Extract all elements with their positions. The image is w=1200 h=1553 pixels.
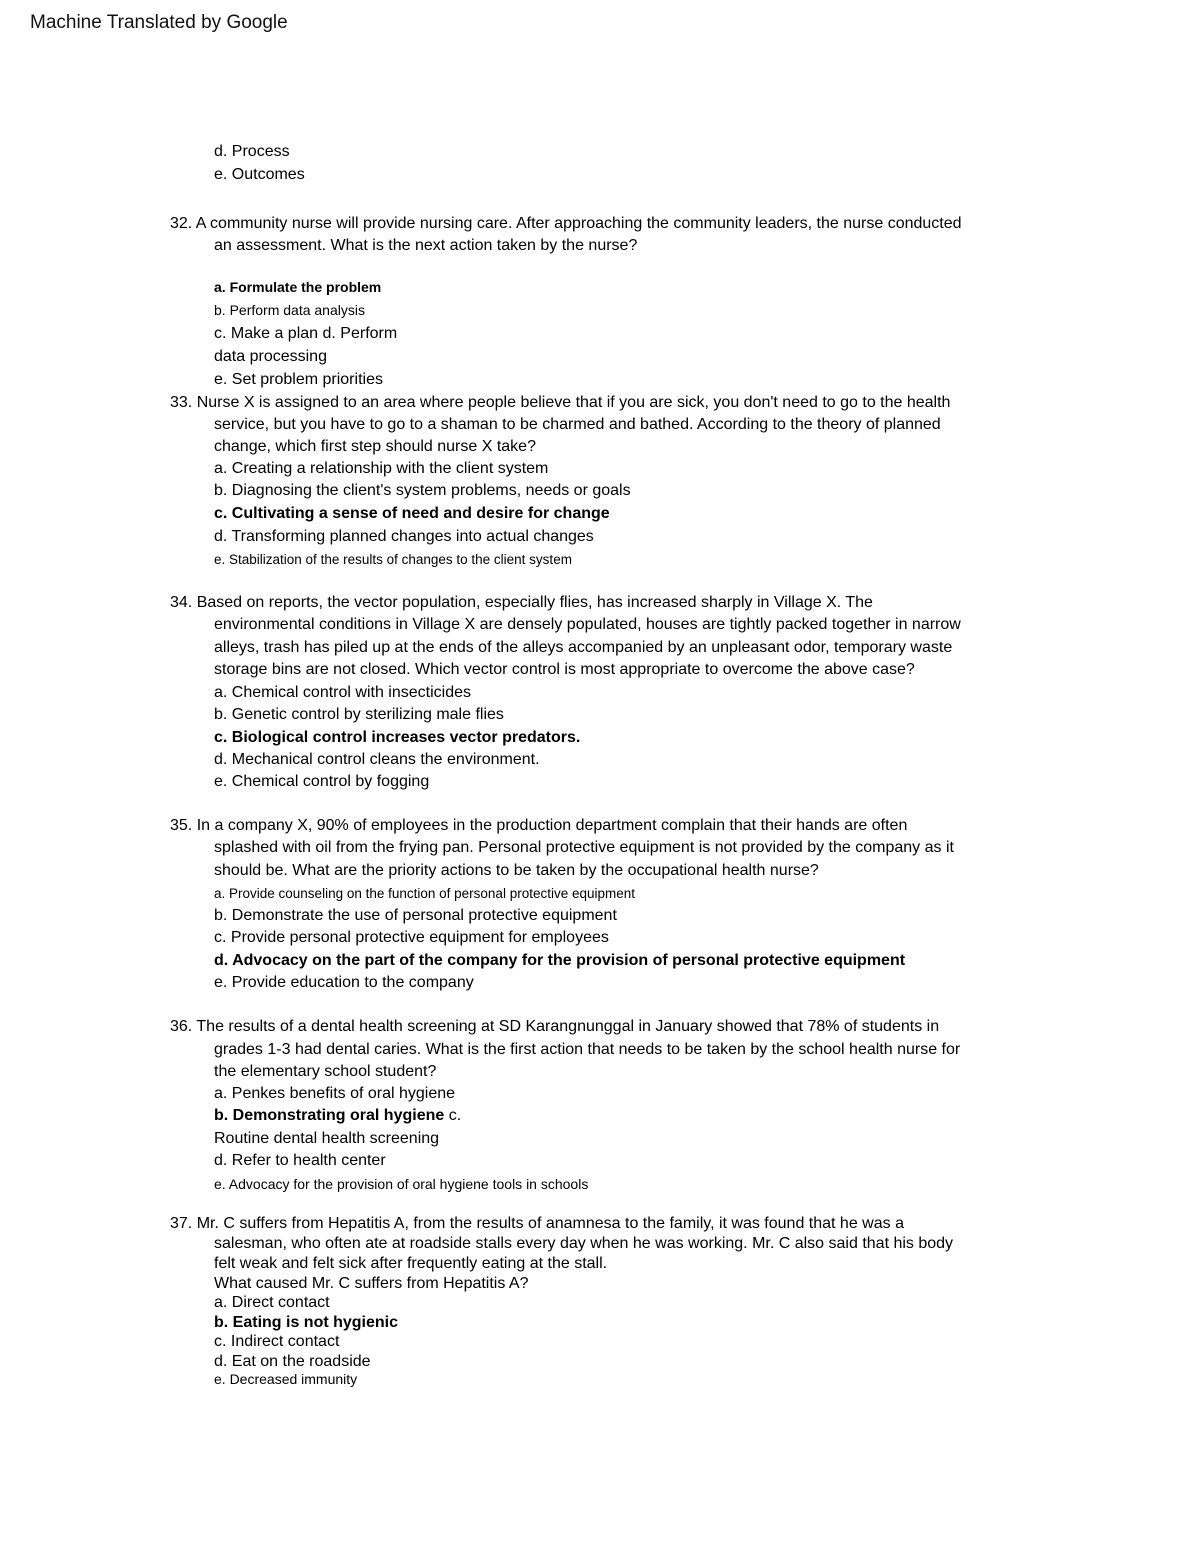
option-d: d. Transforming planned changes into actual changes [214, 528, 594, 545]
option-d: d. Mechanical control cleans the environment. [214, 751, 540, 768]
option-a: a. Penkes benefits of oral hygiene [214, 1085, 456, 1102]
option-b-c [214, 1106, 461, 1126]
option-d: d. Process [214, 143, 290, 160]
question-stem: salesman, who often ate at roadside stalls every day when he was working. Mr. C also said that his body [214, 1235, 954, 1252]
question-stem: service, but you have to go to a shaman to be charmed and bathed. According to the theory of planned [214, 416, 941, 433]
question-stem: storage bins are not closed. Which vector control is most appropriate to overcome the above case? [214, 661, 915, 678]
option-e: e. Advocacy for the provision of oral hygiene tools in schools [214, 1176, 589, 1192]
answer-option-b: b. Demonstrating oral hygiene [214, 1107, 445, 1124]
question-stem: environmental conditions in Village X are densely populated, houses are tightly packed together in narrow [214, 616, 961, 633]
option-b: b. Perform data analysis [214, 302, 365, 318]
question-stem: splashed with oil from the frying pan. Personal protective equipment is not provided by the company as it [214, 839, 954, 856]
option-e: e. Set problem priorities [214, 371, 383, 388]
option-e: e. Outcomes [214, 166, 305, 183]
question-stem: 33. Nurse X is assigned to an area where people believe that if you are sick, you don't need to go to the health [170, 394, 951, 411]
option-c-continued: Routine dental health screening [214, 1130, 440, 1147]
option-b: b. Genetic control by sterilizing male flies [214, 706, 504, 723]
option-c-d: c. Make a plan d. Perform [214, 325, 398, 342]
question-stem: 35. In a company X, 90% of employees in the production department complain that their hands are often [170, 817, 908, 834]
option-b: b. Diagnosing the client's system problems, needs or goals [214, 482, 631, 499]
option-b: b. Demonstrate the use of personal protective equipment [214, 907, 617, 924]
option-a: a. Chemical control with insecticides [214, 684, 471, 701]
answer-option-b: b. Eating is not hygienic [214, 1314, 399, 1331]
question-stem: 37. Mr. C suffers from Hepatitis A, from the results of anamnesa to the family, it was found that he was a [170, 1215, 904, 1232]
option-e: e. Decreased immunity [214, 1371, 358, 1387]
option-a: a. Provide counseling on the function of personal protective equipment [214, 886, 636, 901]
option-d-continued: data processing [214, 348, 327, 365]
question-stem: the elementary school student? [214, 1063, 437, 1080]
option-c-label: c. [444, 1107, 462, 1124]
option-d: d. Eat on the roadside [214, 1353, 371, 1370]
option-e: e. Stabilization of the results of changes to the client system [214, 552, 572, 567]
question-stem: 32. A community nurse will provide nursing care. After approaching the community leaders, the nurse conducted [170, 215, 962, 232]
question-stem: What caused Mr. C suffers from Hepatitis A? [214, 1275, 529, 1292]
answer-option-c: c. Biological control increases vector predators. [214, 729, 581, 746]
answer-option-c: c. Cultivating a sense of need and desire for change [214, 505, 610, 522]
option-d: d. Refer to health center [214, 1152, 386, 1169]
answer-option-d: d. Advocacy on the part of the company for the provision of personal protective equipment [214, 952, 906, 969]
answer-option-a: a. Formulate the problem [214, 279, 382, 295]
option-a: a. Direct contact [214, 1294, 330, 1311]
question-stem: alleys, trash has piled up at the ends of the alleys accompanied by an unpleasant odor, temporary waste [214, 639, 953, 656]
question-stem: 34. Based on reports, the vector population, especially flies, has increased sharply in Village X. The [170, 594, 873, 611]
question-stem: should be. What are the priority actions to be taken by the occupational health nurse? [214, 862, 819, 879]
option-c: c. Provide personal protective equipment for employees [214, 929, 609, 946]
question-stem: felt weak and felt sick after frequently eating at the stall. [214, 1255, 608, 1272]
question-stem: grades 1-3 had dental caries. What is the first action that needs to be taken by the school health nurse for [214, 1041, 961, 1058]
option-e: e. Chemical control by fogging [214, 773, 430, 790]
option-a: a. Creating a relationship with the client system [214, 460, 549, 477]
option-e: e. Provide education to the company [214, 974, 474, 991]
option-c: c. Indirect contact [214, 1333, 340, 1350]
question-stem: change, which first step should nurse X take? [214, 438, 536, 455]
question-stem: 36. The results of a dental health screening at SD Karangnunggal in January showed that 78% of students in [170, 1018, 940, 1035]
question-stem: an assessment. What is the next action taken by the nurse? [214, 237, 638, 254]
machine-translation-banner: Machine Translated by Google [30, 12, 288, 33]
